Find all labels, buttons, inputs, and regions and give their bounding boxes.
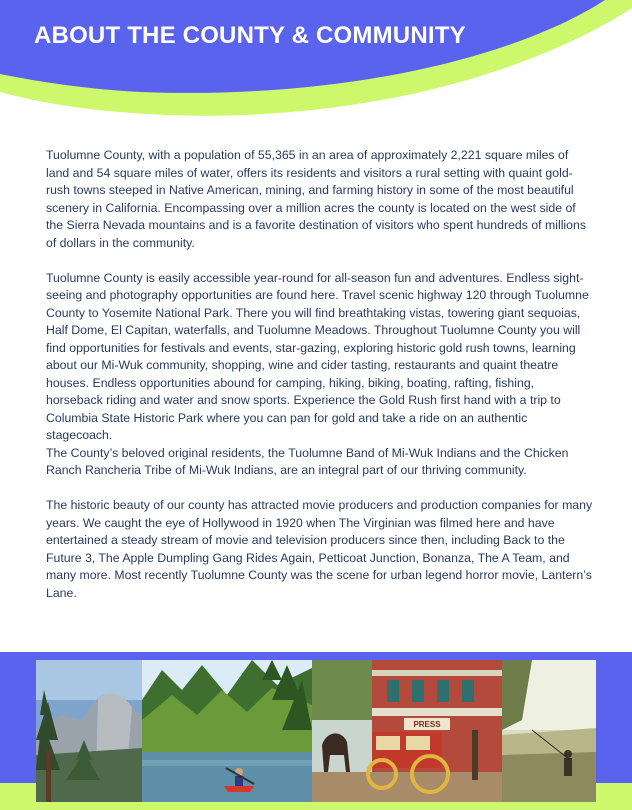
paragraph-film-history: The historic beauty of our county has attracted movie producers and production companies for many years. We caught the eye of Hollywood in 1920 when The Virginian was filmed here and have entertained a steady stream of movie and television producers since then, including Back to the Future 3, The Apple Dumpling Gang Rides Again, Petticoat Junction, Bonanza, The A Team, and many more. Most recently Tuolumne County was the scene for urban legend horror movie, Lantern’s Lane.	[46, 498, 593, 600]
article-body	[46, 147, 594, 620]
paragraph-mi-wuk: The County’s beloved original residents, the Tuolumne Band of Mi-Wuk Indians and the Chicken Ranch Rancheria Tribe of Mi-Wuk Indians, are an integral part of our thriving community.	[46, 445, 569, 477]
page-title: ABOUT THE COUNTY & COMMUNITY	[34, 22, 466, 49]
press-sign-text: PRESS	[413, 720, 441, 729]
photo-stagecoach	[312, 660, 502, 802]
photo-fly-fishing	[502, 660, 596, 802]
paragraph-recreation: Tuolumne County is easily accessible year-round for all-season fun and adventures. Endless sight-seeing and photography opportunities are found here. Travel scenic highway 120 through Tuolumne County to Yosemite National Park. There you will find breathtaking vistas, towering giant sequoias, Half Dome, El Capitan, waterfalls, and Tuolumne Meadows. Throughout Tuolumne County you will find opportunities for festivals and events, star-gazing, exploring historic gold rush towns, learning about our Mi-Wuk community, shopping, wine and cider tasting, restaurants and quaint theatre houses. Endless opportunities abound for camping, hiking, biking, boating, rafting, fishing, horseback riding and water and snow sports. Experience the Gold Rush first hand with a trip to Columbia State Historic Park where you can pan for gold and take a ride on an authentic stagecoach.	[46, 270, 589, 442]
photo-kayak-lake	[142, 660, 312, 802]
header-banner	[0, 0, 632, 140]
paragraph-population: Tuolumne County, with a population of 55,365 in an area of approximately 2,221 square miles of land and 54 square miles of water, offers its residents and visitors a rural setting with quaint gold-rush towns steeped in Native American, mining, and farming history in some of the most beautiful scenery in California. Encompassing over a million acres the county is located on the west side of the Sierra Nevada mountains and is a favorite destination of visitors who spent hundreds of millions of dollars in the community.	[46, 148, 586, 250]
photo-collage	[36, 660, 596, 802]
photo-half-dome	[36, 660, 142, 802]
